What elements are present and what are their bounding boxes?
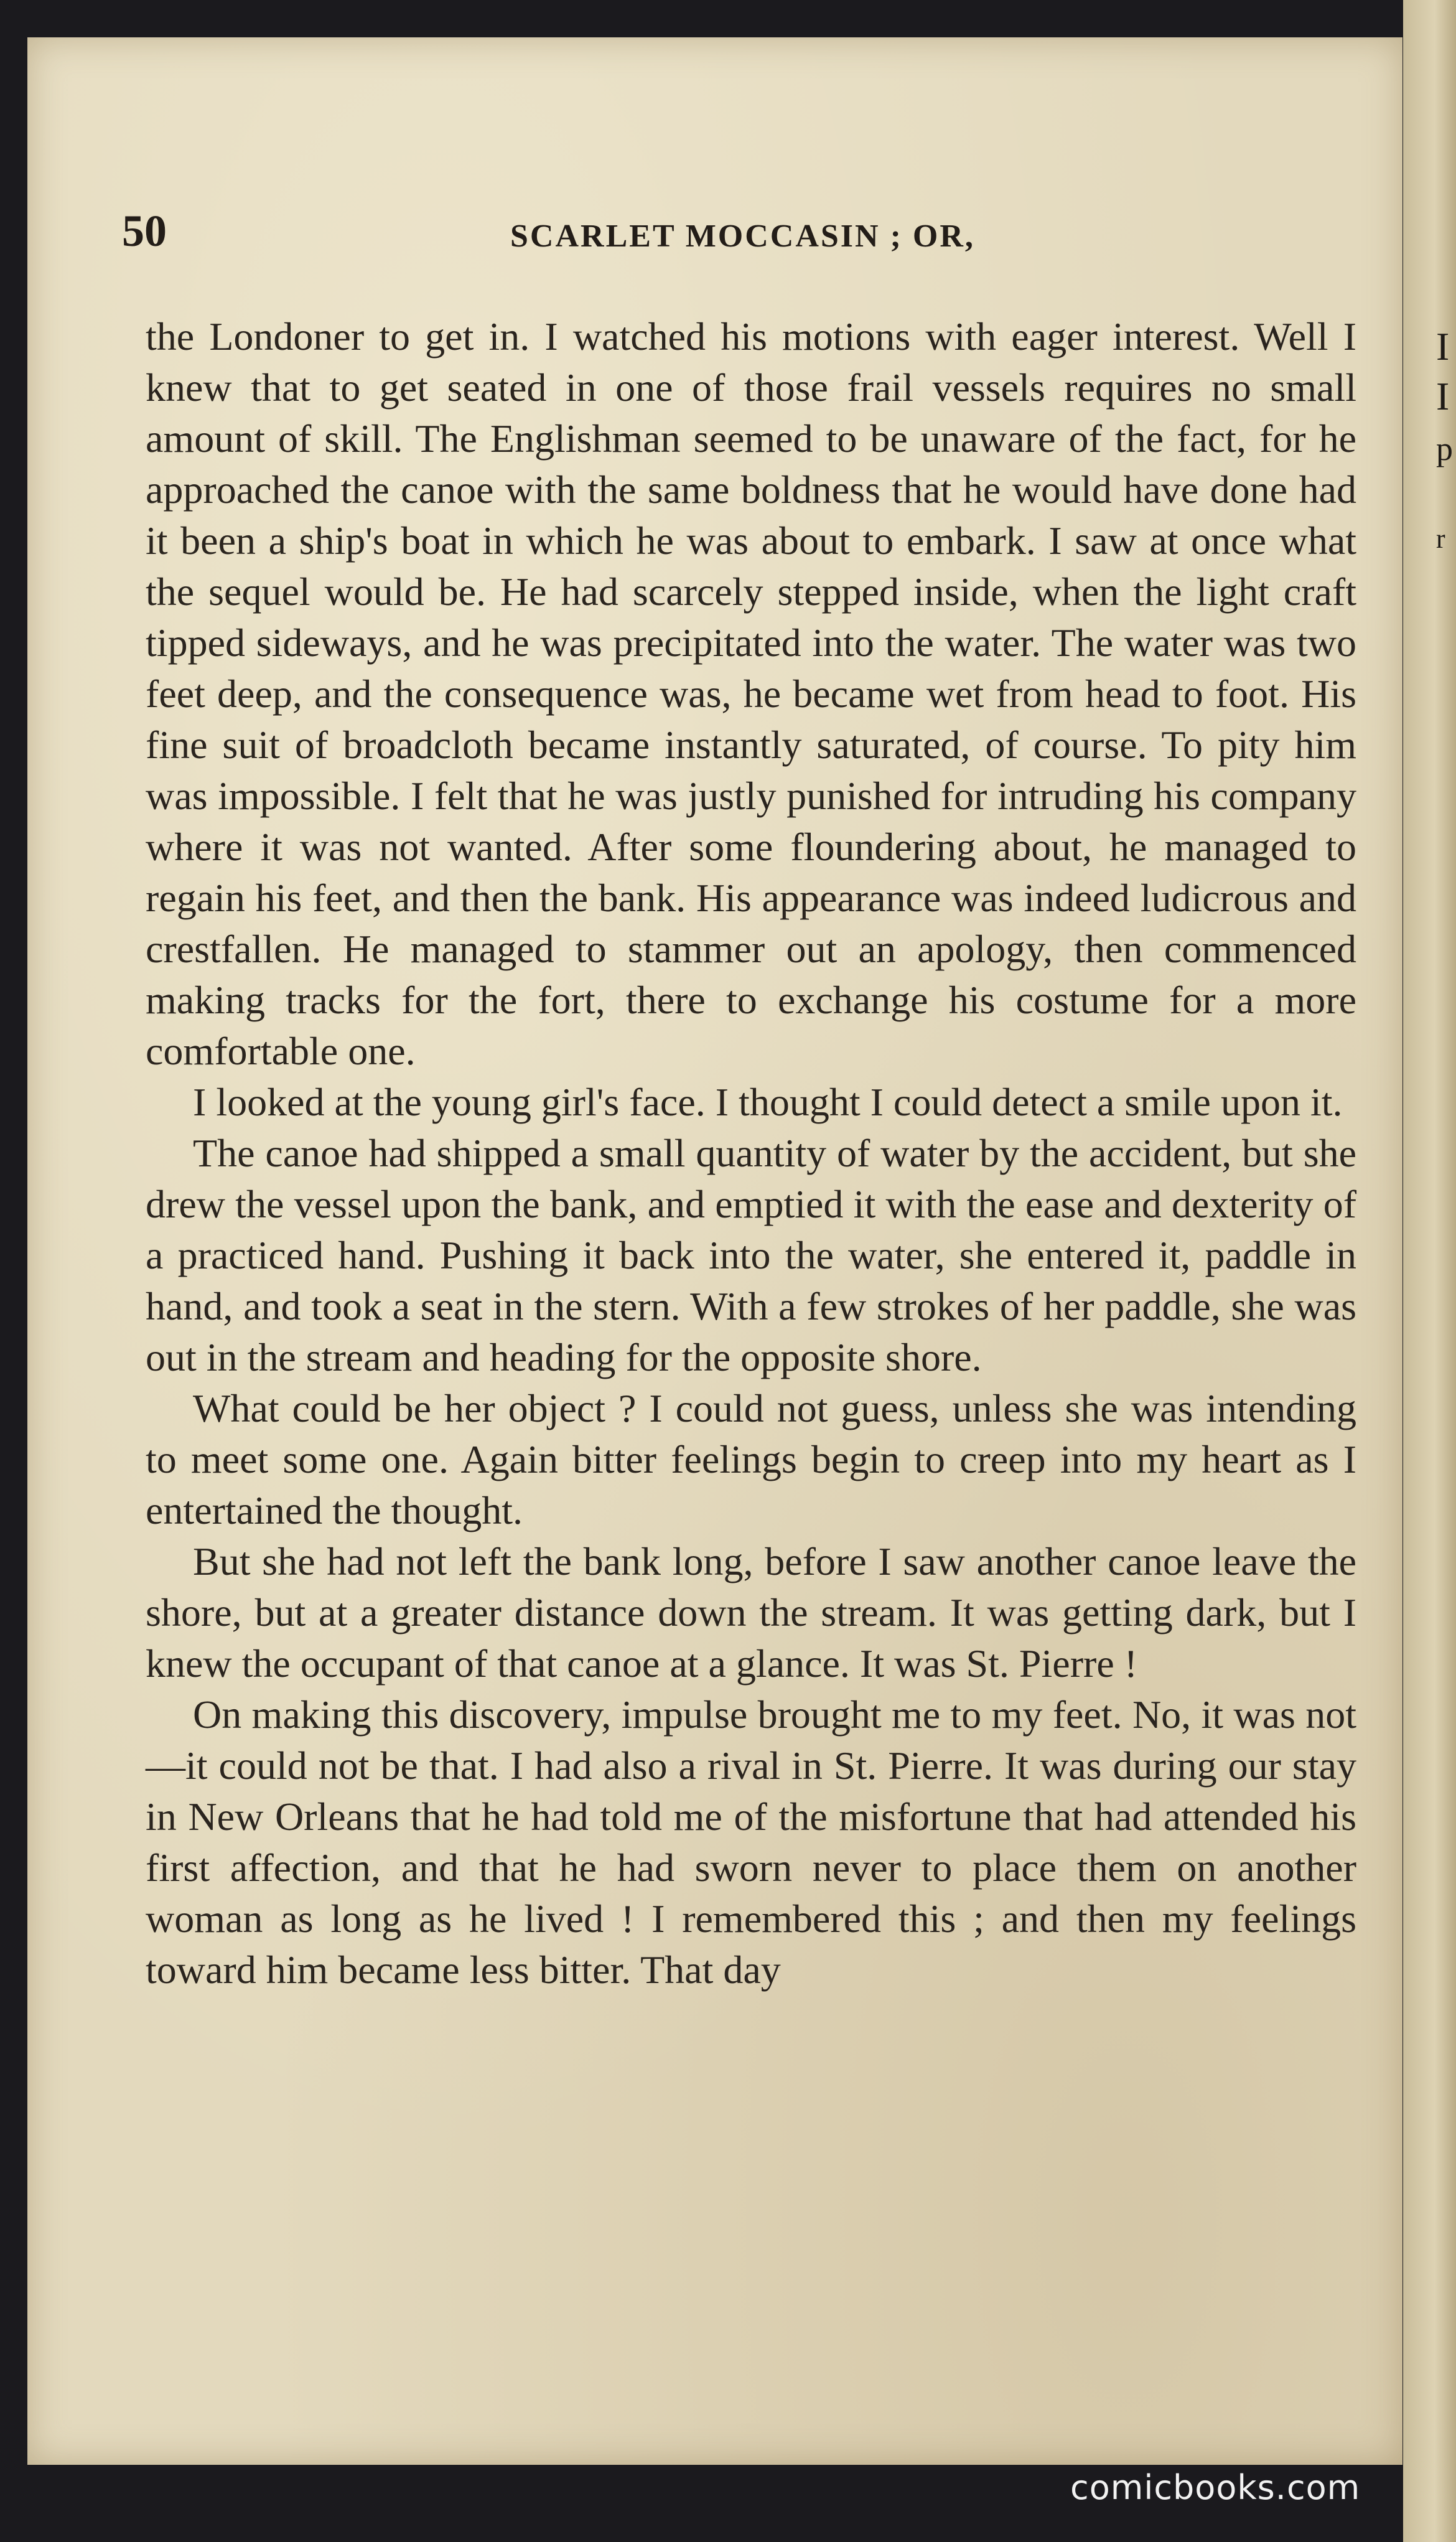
adjacent-page-glyph: r [1436, 523, 1445, 554]
paragraph: What could be her object ? I could not guess, unless she was intending to meet some one. Again bitter feelings begin to creep into my heart as I entertained the thought. [146, 1386, 1356, 1532]
paragraph: The canoe had shipped a small quantity of water by the accident, but she drew the vessel upon the bank, and emptied it with the ease and dexterity of a practiced hand. Pushing it back into the water, she entered it, paddle in hand, and took a seat in the stern. With a few strokes of her paddle, she was out in the stream and heading for the opposite shore. [146, 1131, 1356, 1379]
running-head: SCARLET MOCCASIN ; OR, [510, 218, 975, 254]
adjacent-page-glyph: p [1436, 430, 1453, 467]
page-number: 50 [122, 206, 167, 256]
adjacent-page-glyph: I [1436, 324, 1450, 368]
paragraph: the Londoner to get in. I watched his motions with eager interest. Well I knew that to get seated in one of those frail vessels requires no small amount of skill. The Englishman seemed to be unaware of the fact, for he approached the canoe with the same boldness that he would have done had it been a ship's boat in which he was about to embark. I saw at once what the sequel would be. He had scarcely stepped inside, when the light craft tipped sideways, and he was precipitated into the water. The water was two feet deep, and the consequence was, he became wet from head to foot. His fine suit of broadcloth became instantly saturated, of course. To pity him was impossible. I felt that he was justly punished for intruding his company where it was not wanted. After some floundering about, he managed to regain his feet, and then the bank. His appearance was indeed ludicrous and crestfallen. He managed to stammer out an apology, then commenced making tracks for the fort, there to exchange his costume for a more comfortable one. [146, 314, 1356, 1073]
paragraph: On making this discovery, impulse brought me to my feet. No, it was not—it could not be that. I had also a rival in St. Pierre. It was during our stay in New Orleans that he had told me of the misfortune that had attended his first affection, and that he had sworn never to place them on another woman as long as he lived ! I remembered this ; and then my feelings toward him became less bitter. That day [146, 1692, 1356, 1992]
watermark: comicbooks.com [1070, 2468, 1361, 2507]
paragraph: But she had not left the bank long, before I saw another canoe leave the shore, but at a greater distance down the stream. It was getting dark, but I knew the occupant of that canoe at a glance. It was St. Pierre ! [146, 1539, 1356, 1686]
body-text [146, 311, 1356, 1996]
adjacent-page-glyph: I [1436, 374, 1450, 418]
paragraph: I looked at the young girl's face. I thought I could detect a smile upon it. [193, 1080, 1343, 1124]
